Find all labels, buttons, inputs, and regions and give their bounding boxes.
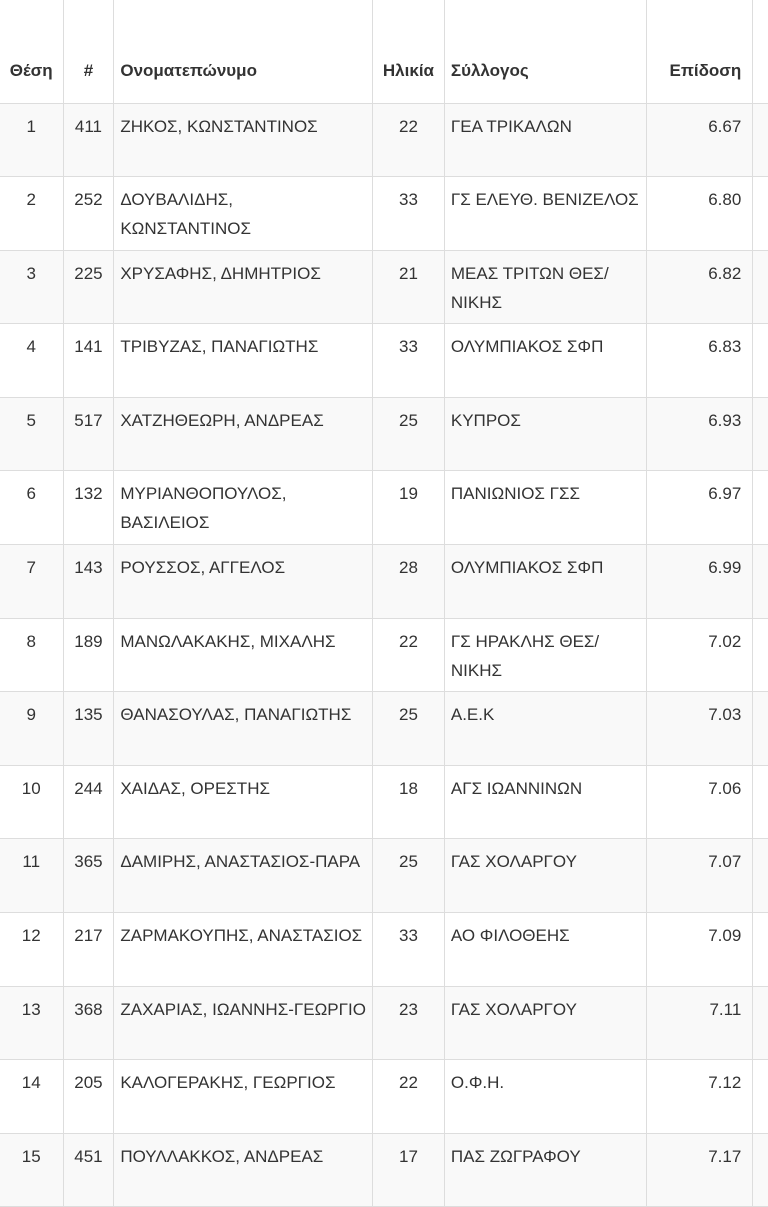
cell-position: 2 bbox=[0, 177, 63, 251]
cell-name: ΔΑΜΙΡΗΣ, ΑΝΑΣΤΑΣΙΟΣ-ΠΑΡΑ bbox=[114, 839, 373, 913]
cell-mark: 7.17 bbox=[647, 1133, 753, 1207]
cell-club: ΑΟ ΦΙΛΟΘΕΗΣ bbox=[444, 913, 646, 987]
cell-mark: 6.83 bbox=[647, 324, 753, 398]
cell-bib: 189 bbox=[63, 618, 114, 692]
cell-name: ΠΟΥΛΛΑΚΚΟΣ, ΑΝΔΡΕΑΣ bbox=[114, 1133, 373, 1207]
cell-bib: 225 bbox=[63, 250, 114, 324]
cell-club: ΓΕΑ ΤΡΙΚΑΛΩΝ bbox=[444, 103, 646, 177]
table-row bbox=[0, 177, 768, 251]
cell-extra bbox=[753, 177, 768, 251]
cell-mark: 6.93 bbox=[647, 397, 753, 471]
cell-name: ΤΡΙΒΥΖΑΣ, ΠΑΝΑΓΙΩΤΗΣ bbox=[114, 324, 373, 398]
cell-club: ΑΓΣ ΙΩΑΝΝΙΝΩΝ bbox=[444, 765, 646, 839]
cell-name: ΧΑΙΔΑΣ, ΟΡΕΣΤΗΣ bbox=[114, 765, 373, 839]
cell-bib: 244 bbox=[63, 765, 114, 839]
table-row bbox=[0, 913, 768, 987]
cell-age: 22 bbox=[373, 1060, 445, 1134]
table-header-row bbox=[0, 0, 768, 103]
header-name[interactable]: Ονοματεπώνυμο bbox=[114, 0, 373, 103]
cell-club: ΠΑΣ ΖΩΓΡΑΦΟΥ bbox=[444, 1133, 646, 1207]
cell-age: 22 bbox=[373, 103, 445, 177]
results-body bbox=[0, 103, 768, 1207]
cell-position: 5 bbox=[0, 397, 63, 471]
cell-bib: 411 bbox=[63, 103, 114, 177]
cell-extra bbox=[753, 471, 768, 545]
cell-club: ΓΑΣ ΧΟΛΑΡΓΟΥ bbox=[444, 839, 646, 913]
cell-mark: 6.82 bbox=[647, 250, 753, 324]
cell-position: 3 bbox=[0, 250, 63, 324]
cell-bib: 141 bbox=[63, 324, 114, 398]
table-row bbox=[0, 545, 768, 619]
cell-position: 6 bbox=[0, 471, 63, 545]
cell-extra bbox=[753, 250, 768, 324]
header-position[interactable]: Θέση bbox=[0, 0, 63, 103]
cell-bib: 451 bbox=[63, 1133, 114, 1207]
header-club[interactable]: Σύλλογος bbox=[444, 0, 646, 103]
cell-age: 33 bbox=[373, 177, 445, 251]
cell-position: 8 bbox=[0, 618, 63, 692]
cell-name: ΜΑΝΩΛΑΚΑΚΗΣ, ΜΙΧΑΛΗΣ bbox=[114, 618, 373, 692]
cell-club: ΠΑΝΙΩΝΙΟΣ ΓΣΣ bbox=[444, 471, 646, 545]
cell-club: ΓΣ ΗΡΑΚΛΗΣ ΘΕΣ/ ΝΙΚΗΣ bbox=[444, 618, 646, 692]
table-row bbox=[0, 324, 768, 398]
cell-mark: 7.09 bbox=[647, 913, 753, 987]
cell-age: 17 bbox=[373, 1133, 445, 1207]
cell-mark: 7.12 bbox=[647, 1060, 753, 1134]
cell-bib: 365 bbox=[63, 839, 114, 913]
cell-position: 10 bbox=[0, 765, 63, 839]
cell-name: ΡΟΥΣΣΟΣ, ΑΓΓΕΛΟΣ bbox=[114, 545, 373, 619]
cell-extra bbox=[753, 324, 768, 398]
header-mark[interactable]: Επίδοση bbox=[647, 0, 753, 103]
cell-bib: 135 bbox=[63, 692, 114, 766]
cell-mark: 7.06 bbox=[647, 765, 753, 839]
cell-club: ΓΣ ΕΛΕΥΘ. ΒΕΝΙΖΕΛΟΣ bbox=[444, 177, 646, 251]
cell-age: 18 bbox=[373, 765, 445, 839]
cell-name: ΔΟΥΒΑΛΙΔΗΣ, ΚΩΝΣΤΑΝΤΙΝΟΣ bbox=[114, 177, 373, 251]
cell-extra bbox=[753, 397, 768, 471]
table-row bbox=[0, 250, 768, 324]
cell-mark: 7.02 bbox=[647, 618, 753, 692]
cell-club: ΟΛΥΜΠΙΑΚΟΣ ΣΦΠ bbox=[444, 324, 646, 398]
cell-position: 14 bbox=[0, 1060, 63, 1134]
cell-bib: 252 bbox=[63, 177, 114, 251]
cell-age: 21 bbox=[373, 250, 445, 324]
cell-club: Α.Ε.Κ bbox=[444, 692, 646, 766]
table-row bbox=[0, 765, 768, 839]
cell-name: ΖΑΡΜΑΚΟΥΠΗΣ, ΑΝΑΣΤΑΣΙΟΣ bbox=[114, 913, 373, 987]
cell-extra bbox=[753, 618, 768, 692]
cell-age: 28 bbox=[373, 545, 445, 619]
cell-position: 7 bbox=[0, 545, 63, 619]
cell-extra bbox=[753, 1060, 768, 1134]
cell-age: 19 bbox=[373, 471, 445, 545]
cell-club: ΓΑΣ ΧΟΛΑΡΓΟΥ bbox=[444, 986, 646, 1060]
cell-age: 33 bbox=[373, 324, 445, 398]
cell-extra bbox=[753, 765, 768, 839]
cell-bib: 132 bbox=[63, 471, 114, 545]
table-row bbox=[0, 986, 768, 1060]
cell-club: ΟΛΥΜΠΙΑΚΟΣ ΣΦΠ bbox=[444, 545, 646, 619]
cell-mark: 6.80 bbox=[647, 177, 753, 251]
table-row bbox=[0, 1060, 768, 1134]
cell-mark: 7.11 bbox=[647, 986, 753, 1060]
cell-position: 11 bbox=[0, 839, 63, 913]
cell-name: ΧΑΤΖΗΘΕΩΡΗ, ΑΝΔΡΕΑΣ bbox=[114, 397, 373, 471]
table-row bbox=[0, 471, 768, 545]
cell-position: 13 bbox=[0, 986, 63, 1060]
cell-age: 23 bbox=[373, 986, 445, 1060]
cell-age: 33 bbox=[373, 913, 445, 987]
cell-bib: 217 bbox=[63, 913, 114, 987]
cell-age: 25 bbox=[373, 397, 445, 471]
table-row bbox=[0, 692, 768, 766]
header-age[interactable]: Ηλικία bbox=[373, 0, 445, 103]
header-bib[interactable]: # bbox=[63, 0, 114, 103]
cell-mark: 7.03 bbox=[647, 692, 753, 766]
cell-age: 25 bbox=[373, 839, 445, 913]
cell-age: 22 bbox=[373, 618, 445, 692]
cell-club: ΜΕΑΣ ΤΡΙΤΩΝ ΘΕΣ/ΝΙΚΗΣ bbox=[444, 250, 646, 324]
table-row bbox=[0, 618, 768, 692]
cell-position: 1 bbox=[0, 103, 63, 177]
cell-extra bbox=[753, 1133, 768, 1207]
cell-age: 25 bbox=[373, 692, 445, 766]
cell-mark: 6.99 bbox=[647, 545, 753, 619]
table-row bbox=[0, 397, 768, 471]
cell-position: 12 bbox=[0, 913, 63, 987]
cell-position: 15 bbox=[0, 1133, 63, 1207]
table-row bbox=[0, 1133, 768, 1207]
cell-name: ΖΗΚΟΣ, ΚΩΝΣΤΑΝΤΙΝΟΣ bbox=[114, 103, 373, 177]
cell-bib: 143 bbox=[63, 545, 114, 619]
cell-mark: 6.67 bbox=[647, 103, 753, 177]
cell-mark: 6.97 bbox=[647, 471, 753, 545]
cell-mark: 7.07 bbox=[647, 839, 753, 913]
cell-extra bbox=[753, 913, 768, 987]
cell-club: ΚΥΠΡΟΣ bbox=[444, 397, 646, 471]
cell-extra bbox=[753, 692, 768, 766]
cell-name: ΖΑΧΑΡΙΑΣ, ΙΩΑΝΝΗΣ-ΓΕΩΡΓΙΟ bbox=[114, 986, 373, 1060]
cell-name: ΘΑΝΑΣΟΥΛΑΣ, ΠΑΝΑΓΙΩΤΗΣ bbox=[114, 692, 373, 766]
cell-name: ΚΑΛΟΓΕΡΑΚΗΣ, ΓΕΩΡΓΙΟΣ bbox=[114, 1060, 373, 1134]
cell-name: ΜΥΡΙΑΝΘΟΠΟΥΛΟΣ, ΒΑΣΙΛΕΙΟΣ bbox=[114, 471, 373, 545]
cell-extra bbox=[753, 839, 768, 913]
cell-name: ΧΡΥΣΑΦΗΣ, ΔΗΜΗΤΡΙΟΣ bbox=[114, 250, 373, 324]
cell-bib: 517 bbox=[63, 397, 114, 471]
cell-club: Ο.Φ.Η. bbox=[444, 1060, 646, 1134]
cell-extra bbox=[753, 103, 768, 177]
table-row bbox=[0, 103, 768, 177]
cell-extra bbox=[753, 545, 768, 619]
table-row bbox=[0, 839, 768, 913]
cell-position: 9 bbox=[0, 692, 63, 766]
cell-bib: 205 bbox=[63, 1060, 114, 1134]
cell-bib: 368 bbox=[63, 986, 114, 1060]
header-extra-column bbox=[753, 0, 768, 103]
cell-extra bbox=[753, 986, 768, 1060]
cell-position: 4 bbox=[0, 324, 63, 398]
